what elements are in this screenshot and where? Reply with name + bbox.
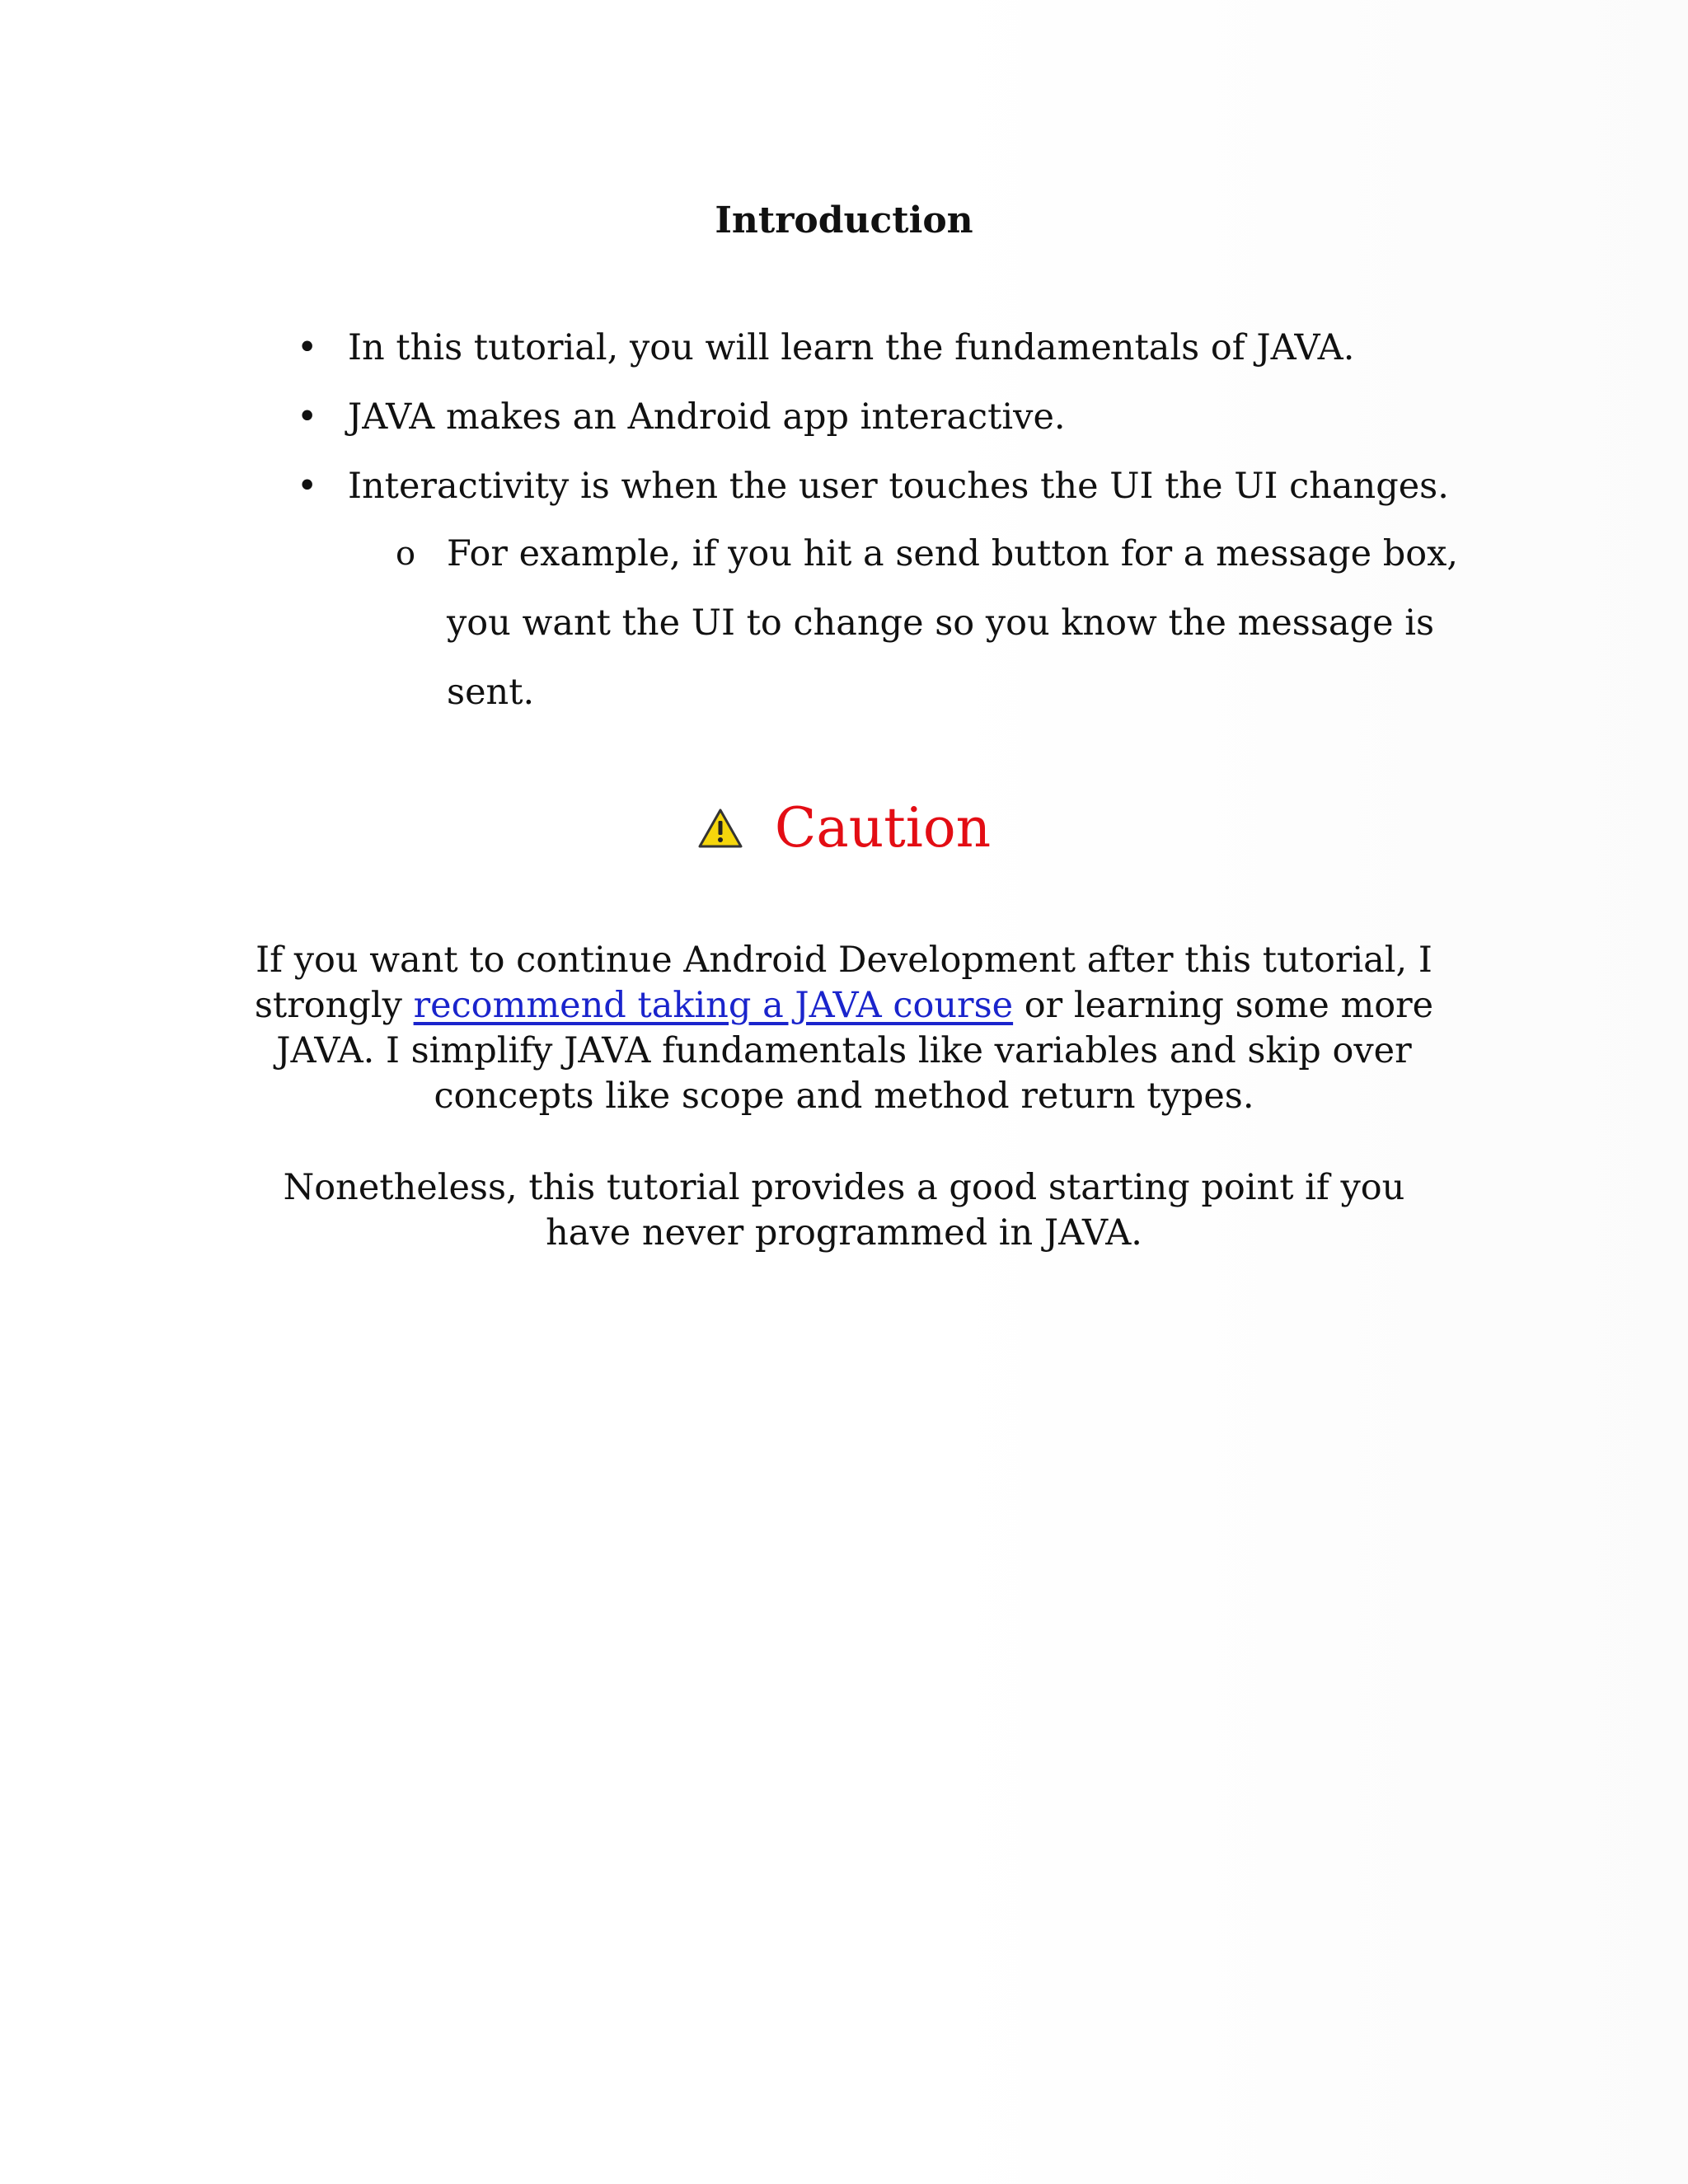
list-item <box>297 313 1533 382</box>
list-item-text: Interactivity is when the user touches the UI the UI changes. <box>348 466 1449 507</box>
bullet-icon: • <box>297 327 318 368</box>
circle-bullet-icon: o <box>396 535 416 573</box>
bullet-icon: • <box>297 466 318 507</box>
caution-label: Caution <box>774 796 992 860</box>
bullet-icon: • <box>297 396 318 438</box>
paragraph-text: or learning some more JAVA. I simplify JAVA fundamentals like variables and skip over concepts like scope and method return types. <box>276 985 1434 1117</box>
closing-paragraph: Nonetheless, this tutorial provides a good starting point if you have never programmed in JAVA. <box>283 1167 1405 1254</box>
page-title: Introduction <box>715 199 973 241</box>
warning-icon <box>697 808 743 849</box>
list-item-text: JAVA makes an Android app interactive. <box>348 396 1066 438</box>
list-item-text: In this tutorial, you will learn the fundamentals of JAVA. <box>348 327 1355 368</box>
caution-paragraph <box>239 938 1449 1119</box>
list-item <box>297 452 1533 521</box>
caution-heading <box>0 791 1688 865</box>
list-item <box>297 382 1533 452</box>
java-course-link[interactable]: recommend taking a JAVA course <box>413 985 1014 1026</box>
sub-list-item-text: For example, if you hit a send button for a message box, you want the UI to change so you know the message is sent. <box>447 533 1459 713</box>
sub-list-item <box>396 519 1518 727</box>
paragraph-text: If you want to continue Android Development after this tutorial, I strongly <box>254 940 1432 1026</box>
intro-bullet-list <box>297 313 1533 521</box>
